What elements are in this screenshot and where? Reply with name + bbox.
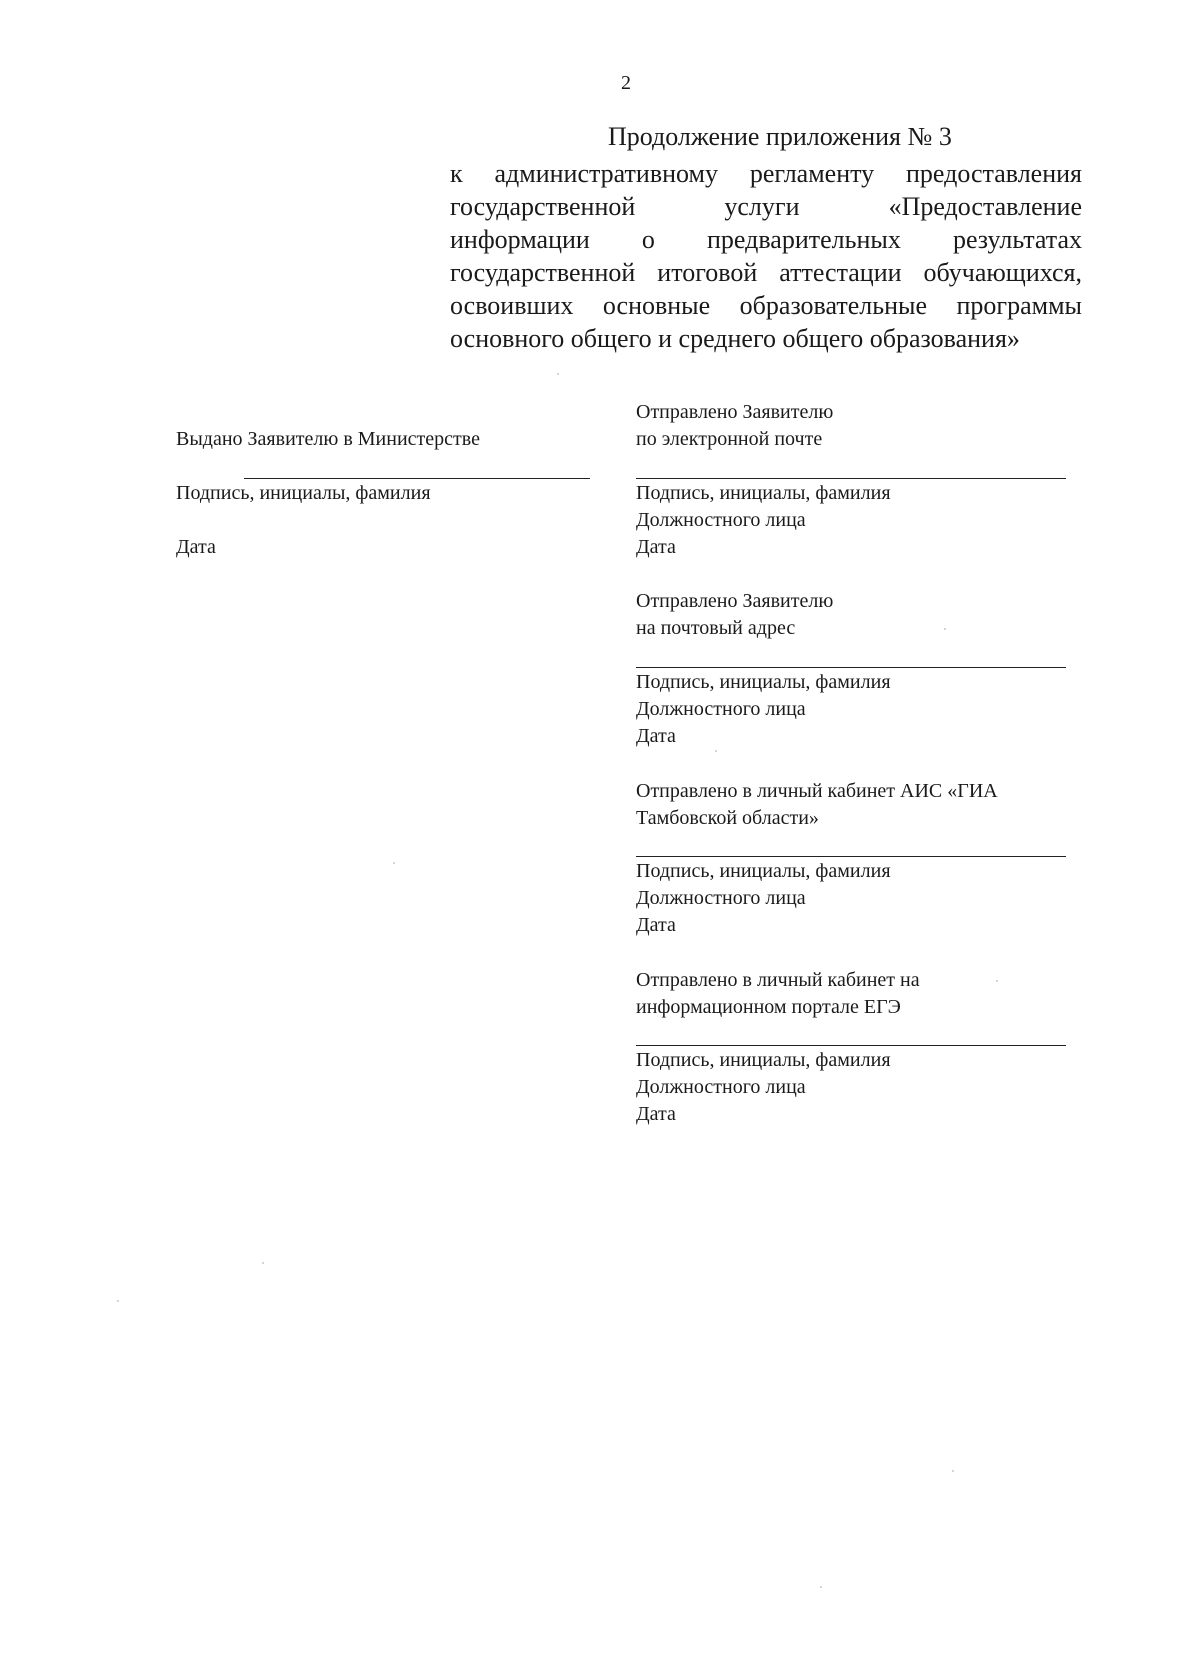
scan-speck [557,373,559,375]
sent-to-ais-cabinet-heading-line: Тамбовской области» [636,807,819,829]
appendix-line: государственной итоговой аттестации обучающихся, [450,258,1082,287]
signature-line-ais [636,856,1066,857]
scan-speck [715,750,717,752]
signature-line-post [636,667,1066,668]
scan-speck [393,862,395,864]
ministry-signature-caption [176,480,431,507]
official-caption: Должностного лица [636,1076,806,1098]
signature-caption: Подпись, инициалы, фамилия [176,482,431,504]
sent-to-ege-portal-heading [636,967,920,1021]
sent-to-ais-cabinet-heading-line: Отправлено в личный кабинет АИС «ГИА [636,780,998,802]
scan-speck [952,1470,954,1472]
ministry-date-label [176,534,216,561]
sent-by-email-heading [636,399,833,453]
ais-signature-caption [636,858,891,939]
date-label: Дата [636,914,676,936]
sent-by-email-heading-line: Отправлено Заявителю [636,401,834,423]
sent-to-ais-cabinet-heading [636,778,998,832]
sent-by-email-heading-line: по электронной почте [636,428,823,450]
appendix-line: освоивших основные образовательные программы [450,291,1082,320]
signature-caption: Подпись, инициалы, фамилия [636,671,891,693]
issued-in-ministry-heading [176,426,480,453]
sent-by-post-heading [636,588,833,642]
sent-to-ege-portal-heading-line: Отправлено в личный кабинет на [636,969,920,991]
sent-to-ege-portal-heading-line: информационном портале ЕГЭ [636,996,901,1018]
email-signature-caption [636,480,891,561]
date-label: Дата [636,725,676,747]
sent-by-post-heading-line: на почтовый адрес [636,617,796,639]
official-caption: Должностного лица [636,698,806,720]
page-number: 2 [621,72,631,94]
signature-caption: Подпись, инициалы, фамилия [636,1049,891,1071]
signature-line-ministry [244,478,590,479]
scan-speck [262,1262,264,1264]
signature-caption: Подпись, инициалы, фамилия [636,482,891,504]
signature-line-email [636,478,1066,479]
date-label: Дата [636,536,676,558]
scan-speck [996,980,998,982]
date-label: Дата [176,536,216,558]
official-caption: Должностного лица [636,509,806,531]
issued-in-ministry-heading-text: Выдано Заявителю в Министерстве [176,428,480,450]
signature-caption: Подпись, инициалы, фамилия [636,860,891,882]
appendix-title: Продолжение приложения № 3 [608,122,952,151]
scan-speck [820,1586,822,1588]
appendix-line: к административному регламенту предоставления [450,159,1082,188]
date-label: Дата [636,1103,676,1125]
scan-speck [944,628,946,630]
ege-signature-caption [636,1047,891,1128]
appendix-line: основного общего и среднего общего образования» [450,324,1020,353]
scan-speck [117,1300,119,1302]
official-caption: Должностного лица [636,887,806,909]
signature-line-ege [636,1045,1066,1046]
appendix-line: информации о предварительных результатах [450,225,1082,254]
post-signature-caption [636,669,891,750]
appendix-reference-text [450,157,1082,355]
sent-by-post-heading-line: Отправлено Заявителю [636,590,834,612]
appendix-line: государственной услуги «Предоставление [450,192,1082,221]
